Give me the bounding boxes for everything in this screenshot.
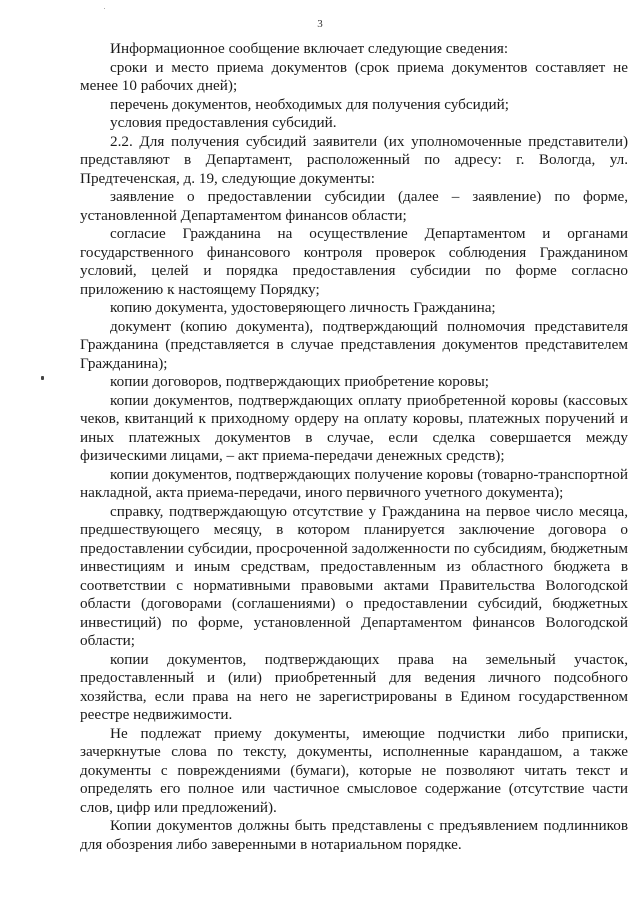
paragraph: согласие Гражданина на осуществление Департаментом и органами государственного финансового контроля проверок соблюдения Гражданином условий, целей и порядка предоставления субсидии по форме согласно приложению к настоящему Порядку; [80,225,628,298]
paragraph: Информационное сообщение включает следующие сведения: [110,40,509,57]
paragraph: копии документов, подтверждающих оплату приобретенной коровы (кассовых чеков, квитанций к приходному ордеру на оплату коровы, платежных поручений и иных платежных документов в случае, если сделка совершается между физическими лицами, – акт приема-передачи денежных средств); [80,391,628,464]
paragraph: сроки и место приема документов (срок приема документов составляет не менее 10 рабочих дней); [80,58,628,94]
paragraph: Не подлежат приему документы, имеющие подчистки либо приписки, зачеркнутые слова по тексту, документы, исполненные карандашом, а также документы с повреждениями (бумаги), которые не позволяют читать текст и определять его полное или частичное смысловое содержание (отсутствие части слов, цифр или предложений). [80,724,628,816]
paragraph: справку, подтверждающую отсутствие у Гражданина на первое число месяца, предшествующего месяцу, в котором планируется заключение договора о предоставлении субсидии, просроченной задолженности по субсидиям, бюджетным инвестициям и иным средствам, предоставленным из областного бюджета в соответствии с нормативными правовыми актами Правительства Вологодской области (договорами (соглашениями) о предоставлении субсидий, бюджетных инвестиций) по форме, установленной Департаментом финансов Вологодской области; [80,502,628,649]
page-number: 3 [317,18,323,30]
paragraph: перечень документов, необходимых для получения субсидий; [110,95,509,113]
paragraph: 2.2. Для получения субсидий заявители (их уполномоченные представители) представляют в Департамент, расположенный по адресу: г. Вологда, ул. Предтеченская, д. 19, следующие документы: [80,132,628,187]
paragraph: копии документов, подтверждающих права на земельный участок, предоставленный и (или) приобретенный для ведения личного подсобного хозяйства, если права на него не зарегистрированы в Едином государственном реестре недвижимости. [80,650,628,723]
paragraph: документ (копию документа), подтверждающий полномочия представителя Гражданина (представляется в случае представления документов представителем Гражданина); [80,317,628,372]
paragraph: Копии документов должны быть представлены с предъявлением подлинников для обозрения либо заверенными в нотариальном порядке. [80,817,628,853]
margin-mark [41,376,44,380]
paragraph: копии договоров, подтверждающих приобретение коровы; [110,373,490,390]
paragraph: заявление о предоставлении субсидии (далее – заявление) по форме, установленной Департаментом финансов области; [80,188,628,224]
paragraph: копии документов, подтверждающих получение коровы (товарно-транспортной накладной, акта приема-передачи, иного первичного учетного документа); [80,465,628,501]
paragraph: условия предоставления субсидий. [110,114,337,131]
paragraph: копию документа, удостоверяющего личность Гражданина; [110,299,496,316]
body-text [80,40,628,854]
scan-artifact [104,8,105,9]
